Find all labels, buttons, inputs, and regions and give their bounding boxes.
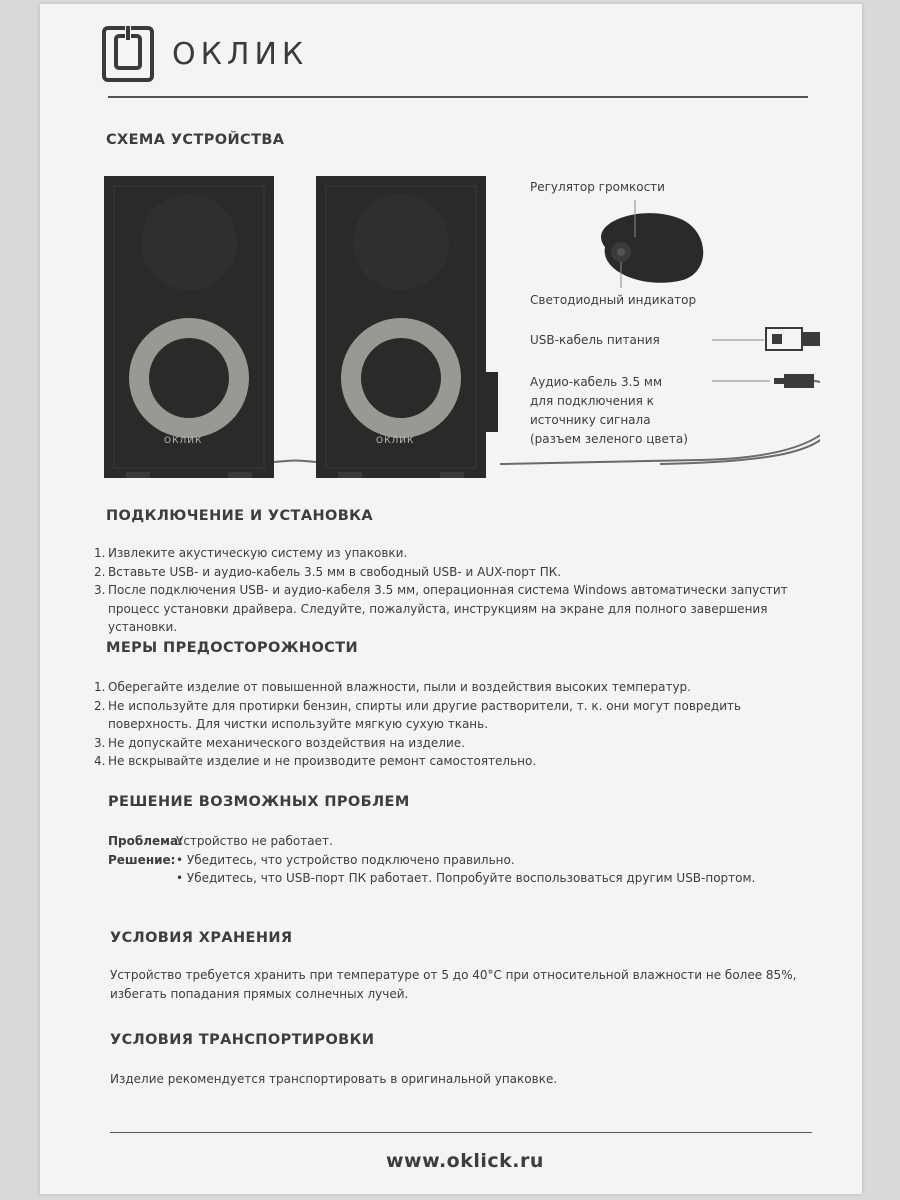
- problem-text: Устройство не работает.: [176, 834, 333, 848]
- device-diagram: [100, 172, 820, 482]
- manual-page: [40, 4, 862, 1194]
- oklick-logo-icon: [102, 26, 154, 82]
- right-speaker-logo: ОКЛИК: [376, 436, 415, 446]
- install-title: ПОДКЛЮЧЕНИЕ И УСТАНОВКА: [106, 508, 374, 524]
- label-usb: USB-кабель питания: [530, 333, 660, 347]
- label-volume: Регулятор громкости: [530, 180, 665, 194]
- transport-title: УСЛОВИЯ ТРАНСПОРТИРОВКИ: [110, 1032, 375, 1048]
- website-url[interactable]: www.oklick.ru: [386, 1150, 544, 1172]
- scheme-title: СХЕМА УСТРОЙСТВА: [106, 132, 285, 148]
- problem-label: Проблема:: [108, 834, 183, 848]
- label-led: Светодиодный индикатор: [530, 293, 697, 307]
- left-speaker-logo: ОКЛИК: [164, 436, 203, 446]
- transport-text: Изделие рекомендуется транспортировать в оригинальной упаковке.: [110, 1072, 558, 1086]
- list-item: 3. После подключения USB- и аудио-кабеля 3.5 мм, операционная система Windows автоматически запустит процесс установки драйвера. Следуйте, пожалуйста, инструкциям на экране для полного завершения установки.: [94, 583, 788, 634]
- troubleshooting-block: [108, 832, 828, 888]
- brand-logo: [102, 26, 308, 82]
- precautions-list: [94, 678, 818, 771]
- label-audio-line3: источнику сигнала: [530, 413, 651, 427]
- list-item: 1. Извлеките акустическую систему из упаковки.: [94, 546, 408, 560]
- storage-title: УСЛОВИЯ ХРАНЕНИЯ: [110, 930, 293, 946]
- header-divider: [108, 96, 808, 98]
- right-speaker: [316, 176, 498, 478]
- left-speaker: [104, 176, 274, 478]
- install-list: [94, 544, 818, 637]
- list-item: 2. Вставьте USB- и аудио-кабель 3.5 мм в свободный USB- и AUX-порт ПК.: [94, 564, 562, 579]
- audio-jack: [660, 374, 820, 464]
- precautions-title: МЕРЫ ПРЕДОСТОРОЖНОСТИ: [106, 640, 359, 656]
- list-item: 2. Не используйте для протирки бензин, спирты или другие растворители, т. к. они могут повредить поверхность. Для чистки используйте мягкую сухую ткань.: [94, 698, 742, 731]
- solution-label: Решение:: [108, 852, 176, 867]
- brand-wordmark: ОКЛИК: [172, 36, 309, 72]
- list-item: 1. Оберегайте изделие от повышенной влажности, пыли и воздействия высоких температур.: [94, 680, 691, 694]
- storage-text: Устройство требуется хранить при температуре от 5 до 40°С при относительной влажности не более 85%, избегать попадания прямых солнечных лучей.: [110, 968, 797, 1001]
- volume-knob: [601, 200, 703, 288]
- label-audio-line1: Аудио-кабель 3.5 мм: [530, 375, 663, 389]
- footer-divider: [110, 1132, 812, 1133]
- solution-text-2: • Убедитесь, что USB-порт ПК работает. Попробуйте воспользоваться другим USB-портом.: [176, 871, 756, 885]
- list-item: 3. Не допускайте механического воздействия на изделие.: [94, 735, 465, 750]
- solution-text-1: • Убедитесь, что устройство подключено правильно.: [176, 852, 515, 867]
- list-item: 4. Не вскрывайте изделие и не производите ремонт самостоятельно.: [94, 754, 537, 768]
- label-audio-line4: (разъем зеленого цвета): [530, 432, 688, 446]
- troubleshooting-title: РЕШЕНИЕ ВОЗМОЖНЫХ ПРОБЛЕМ: [108, 794, 410, 810]
- label-audio-line2: для подключения к: [530, 394, 654, 408]
